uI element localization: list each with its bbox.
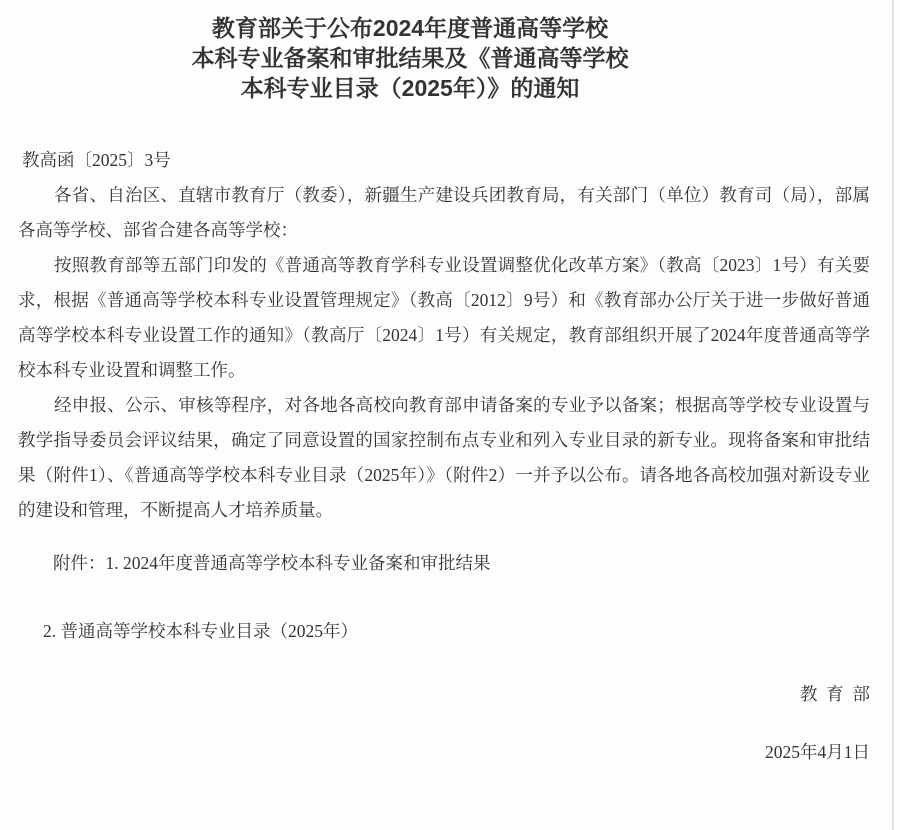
issuing-authority: 教 育 部 — [800, 684, 870, 704]
title-line-3: 本科专业目录（2025年）》的通知 — [240, 75, 580, 101]
attachment-item-2: 2. 普通高等学校本科专业目录（2025年） — [43, 621, 358, 641]
paragraph-1: 按照教育部等五部门印发的《普通高等教育学科专业设置调整优化改革方案》（教高〔2023〕1号）有关要求，根据《普通高等学校本科专业设置管理规定》（教高〔2012〕9号）和《教育部办公厅关于进一步做好普通高等学校本科专业设置工作的通知》（教高厅〔2024〕1号）有关规定，教育部组织开展了2024年度普通高等学校本科专业设置和调整工作。 — [18, 255, 870, 380]
document-number: 教高函〔2025〕3号 — [22, 150, 171, 170]
title-line-1: 教育部关于公布2024年度普通高等学校 — [211, 15, 609, 41]
document-title — [18, 13, 802, 103]
attachment-item-1: 附件：1. 2024年度普通高等学校本科专业备案和审批结果 — [53, 553, 491, 573]
salutation: 各省、自治区、直辖市教育厅（教委），新疆生产建设兵团教育局，有关部门（单位）教育司（局），部属各高等学校、部省合建各高等学校： — [18, 185, 870, 240]
paragraph-2: 经申报、公示、审核等程序，对各地各高校向教育部申请备案的专业予以备案；根据高等学校专业设置与教学指导委员会评议结果，确定了同意设置的国家控制布点专业和列入专业目录的新专业。现将备案和审批结果（附件1）、《普通高等学校本科专业目录（2025年）》（附件2）一并予以公布。请各地各高校加强对新设专业的建设和管理，不断提高人才培养质量。 — [18, 395, 870, 520]
title-line-2: 本科专业备案和审批结果及《普通高等学校 — [191, 45, 629, 71]
issue-date: 2025年4月1日 — [765, 742, 870, 762]
page-right-border — [892, 0, 894, 830]
